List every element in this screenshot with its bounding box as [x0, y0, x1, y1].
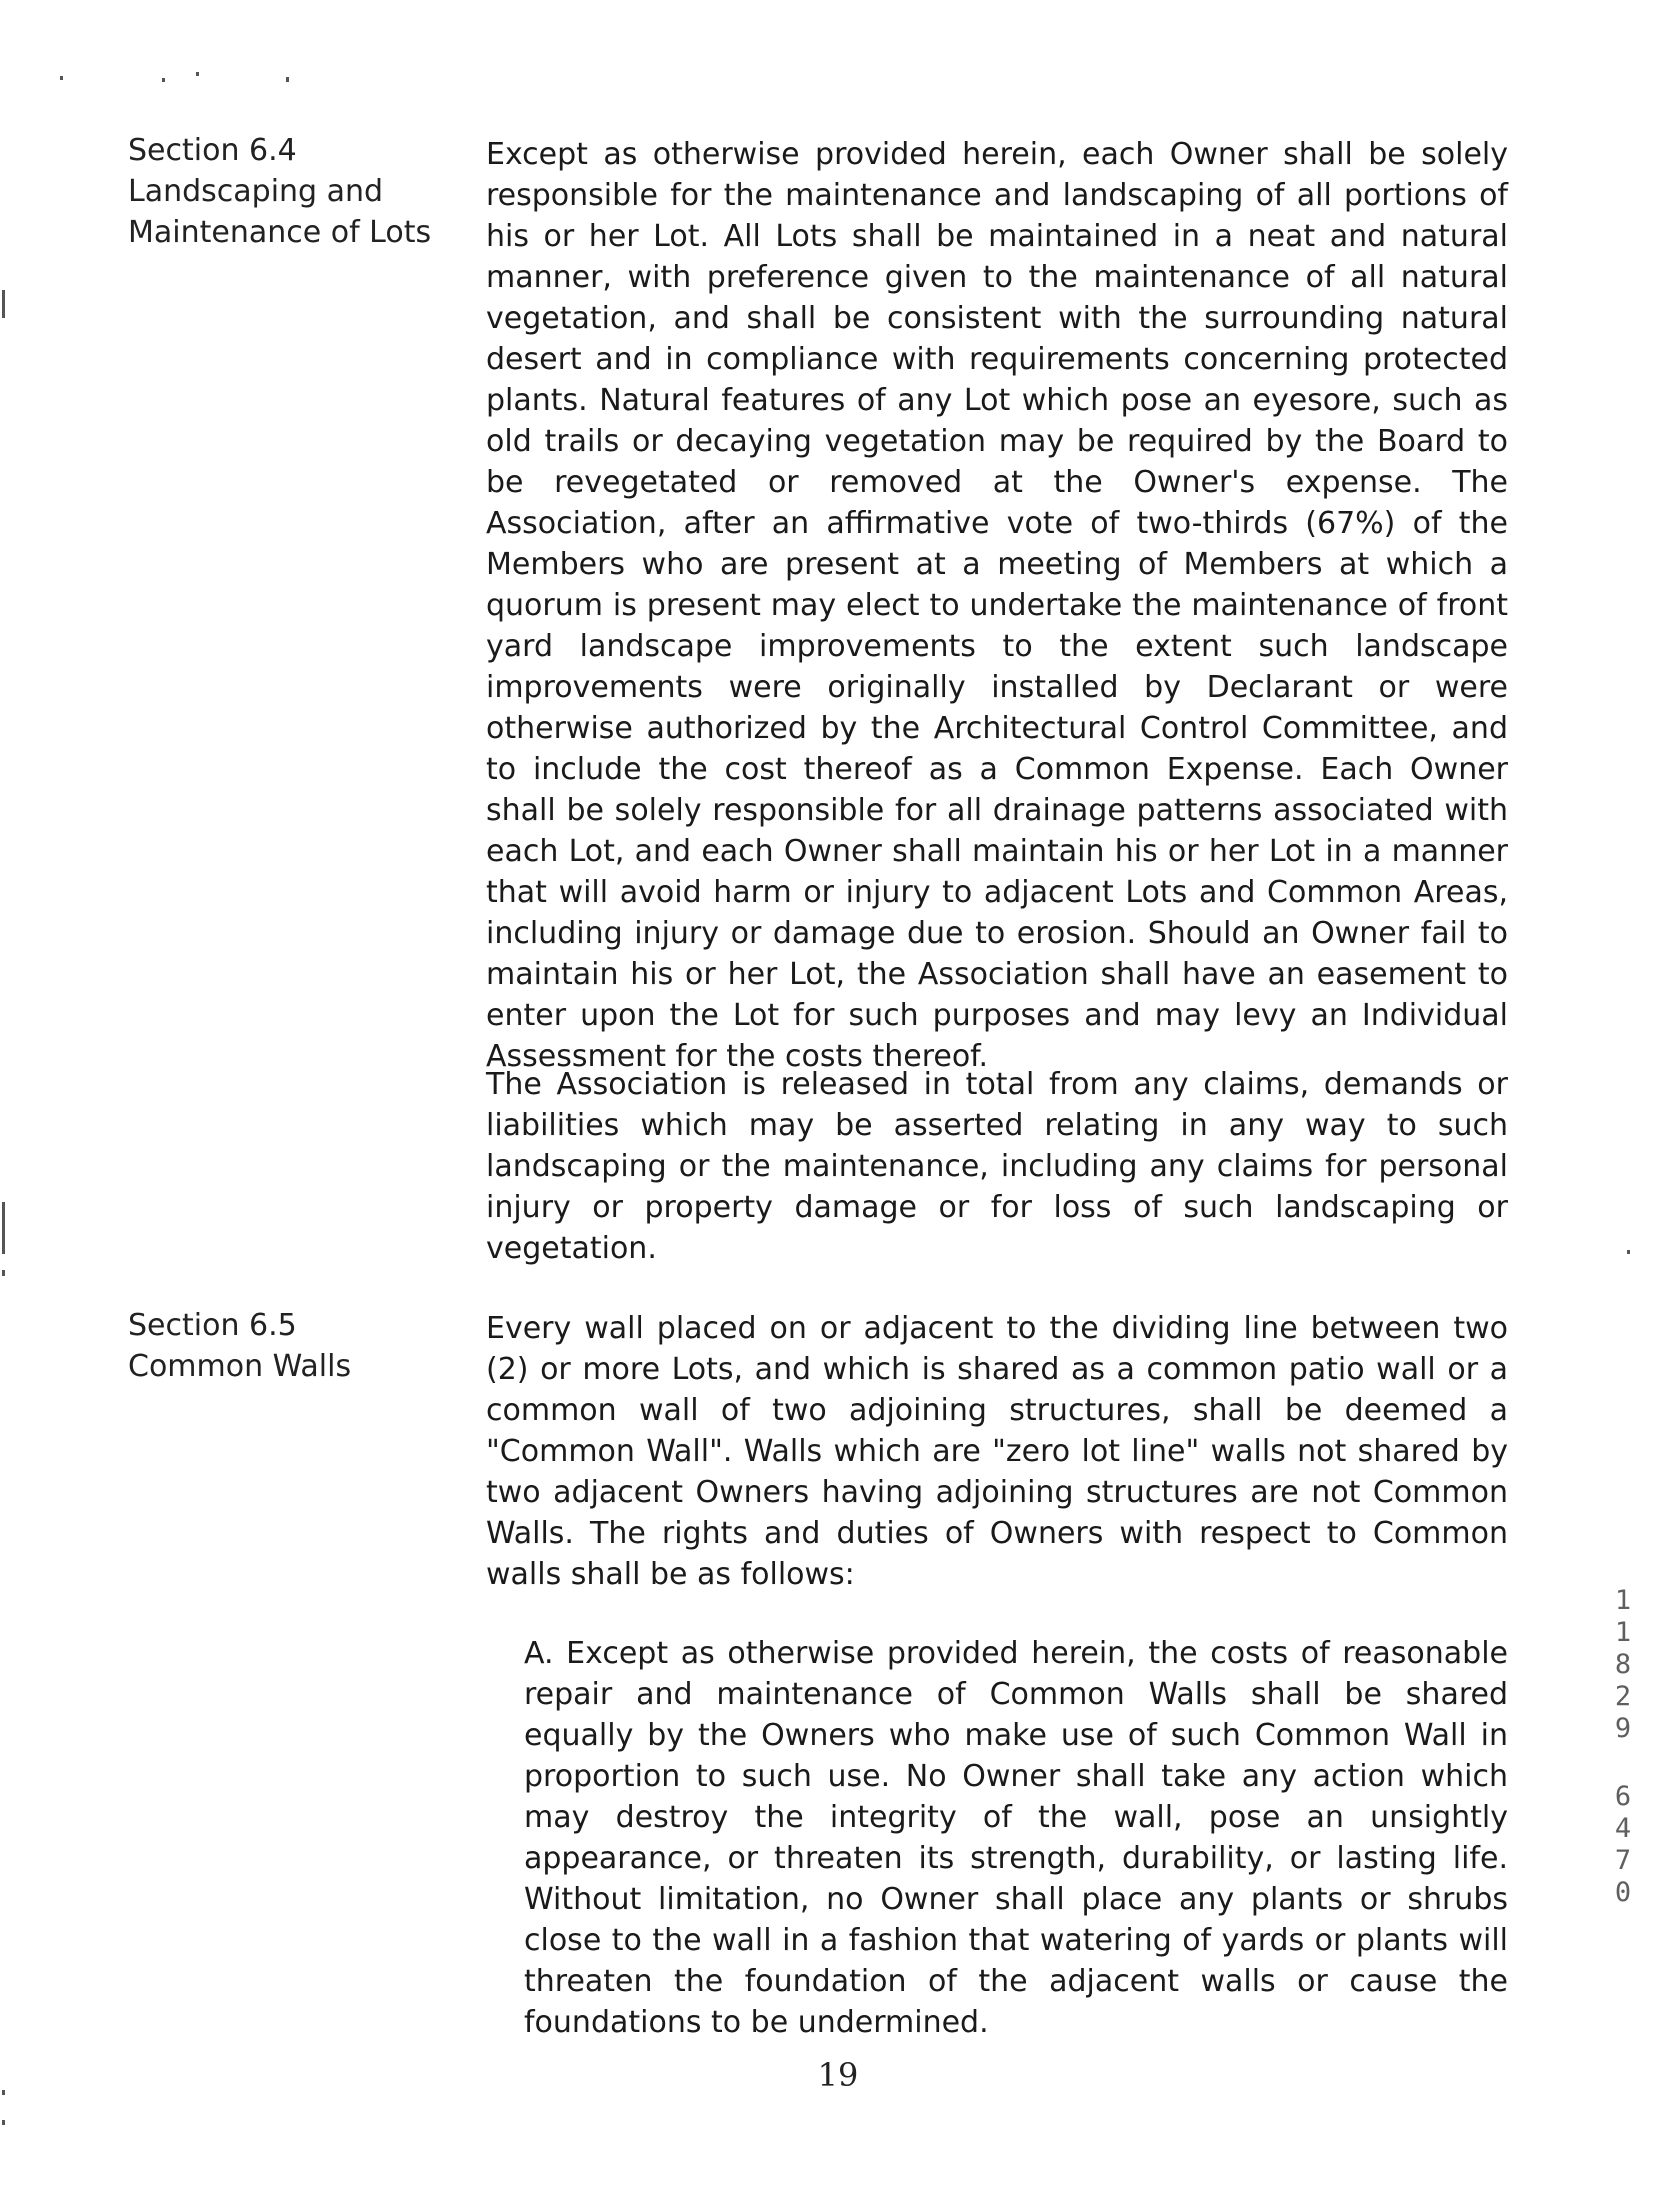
stamp-digit: 9	[1614, 1713, 1632, 1744]
stamp-digit: 7	[1614, 1845, 1632, 1876]
scan-speck	[2, 1202, 5, 1254]
section-title-line: Common Walls	[128, 1349, 352, 1384]
scan-speck	[162, 78, 165, 82]
scan-speck	[60, 76, 63, 80]
scan-speck	[2, 290, 5, 318]
section-6-5-paragraph-1: Every wall placed on or adjacent to the dividing line between two (2) or more Lots, and which is shared as a common patio wall or a common wall of two adjoining structures, shall be deemed a "Common Wall". Walls which are "zero lot line" walls not shared by two adjacent Owners having adjoining structures are not Common Walls. The rights and duties of Owners with respect to Common walls shall be as follows:	[486, 1311, 1508, 1592]
stamp-digit: 2	[1614, 1681, 1632, 1712]
section-6-4-paragraph-1: Except as otherwise provided herein, each Owner shall be solely responsible for the maintenance and landscaping of all portions of his or her Lot. All Lots shall be maintained in a neat and natural manner, with preference given to the maintenance of all natural vegetation, and shall be consistent with the surrounding natural desert and in compliance with requirements concerning protected plants. Natural features of any Lot which pose an eyesore, such as old trails or decaying vegetation may be required by the Board to be revegetated or removed at the Owner's expense. The Association, after an affirmative vote of two-thirds (67%) of the Members who are present at a meeting of Members at which a quorum is present may elect to undertake the maintenance of front yard landscape improvements to the extent such landscape improvements were originally installed by Declarant or were otherwise authorized by the Architectural Control Committee, and to include the cost thereof as a Common Expense. Each Owner shall be solely responsible for all drainage patterns associated with each Lot, and each Owner shall maintain his or her Lot in a manner that will avoid harm or injury to adjacent Lots and Common Areas, including injury or damage due to erosion. Should an Owner fail to maintain his or her Lot, the Association shall have an easement to enter upon the Lot for such purposes and may levy an Individual Assessment for the costs thereof.	[486, 137, 1508, 1074]
section-6-4-paragraph-2: The Association is released in total from any claims, demands or liabilities which may be asserted relating in any way to such landscaping or the maintenance, including any claims for personal injury or property damage or for loss of such landscaping or vegetation.	[486, 1067, 1508, 1266]
stamp-digit: 1	[1614, 1585, 1632, 1616]
scan-speck	[286, 77, 289, 82]
scan-speck	[1627, 1250, 1630, 1254]
section-6-5-heading	[128, 1305, 351, 1387]
scan-speck	[2, 1270, 5, 1276]
scan-speck	[196, 72, 199, 76]
stamp-digit: 4	[1614, 1813, 1632, 1844]
section-title-line: Maintenance of Lots	[128, 215, 432, 250]
stamp-digit: 6	[1614, 1781, 1632, 1812]
stamp-digit: 0	[1614, 1877, 1632, 1908]
stamp-digit: 1	[1614, 1617, 1632, 1648]
section-number: Section 6.5	[128, 1308, 297, 1343]
section-6-4-heading	[128, 130, 431, 253]
section-title-line: Landscaping and	[128, 174, 384, 209]
scan-speck	[2, 2120, 5, 2125]
stamp-gap	[1608, 1745, 1638, 1781]
margin-recording-stamp	[1608, 1585, 1638, 1909]
stamp-digit: 8	[1614, 1649, 1632, 1680]
page-number: 19	[817, 2056, 859, 2094]
section-6-5-item-a: A. Except as otherwise provided herein, the costs of reasonable repair and maintenance of Common Walls shall be shared equally by the Owners who make use of such Common Wall in proportion to such use. No Owner shall take any action which may destroy the integrity of the wall, pose an unsightly appearance, or threaten its strength, durability, or lasting life. Without limitation, no Owner shall place any plants or shrubs close to the wall in a fashion that watering of yards or plants will threaten the foundation of the adjacent walls or cause the foundations to be undermined.	[524, 1636, 1508, 2040]
section-number: Section 6.4	[128, 133, 297, 168]
